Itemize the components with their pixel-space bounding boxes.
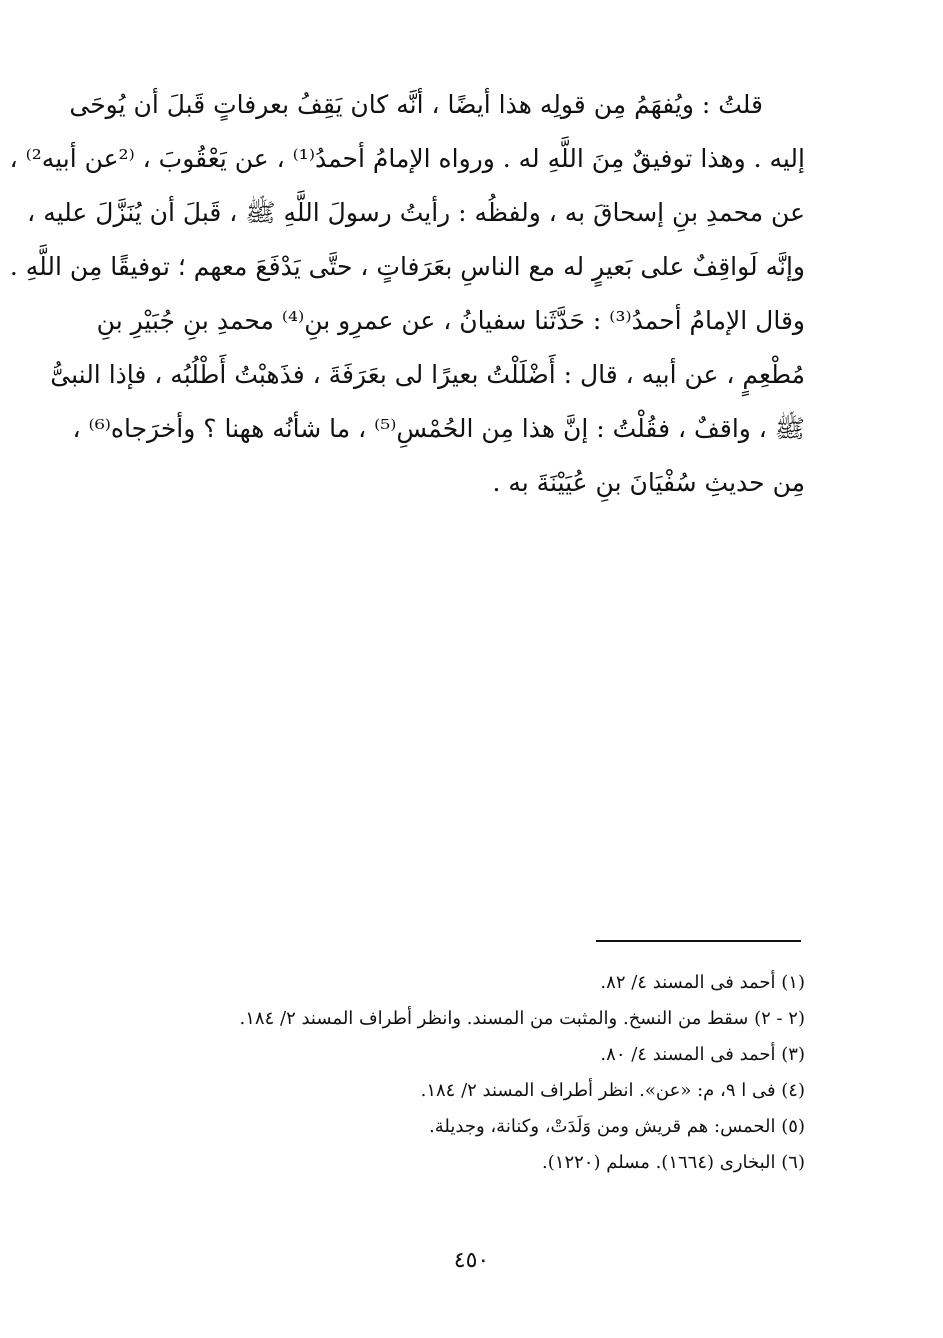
footnote-item: (٦) البخارى (١٦٦٤). مسلم (١٢٢٠). [542,1152,805,1173]
main-text-block [9,78,805,510]
footnote-divider [596,940,801,942]
footnote-item: (٣) أحمد فى المسند ٤/ ٨٠. [600,1044,805,1065]
text-line: ﷺ ، واقفٌ ، فقُلْتُ : إنَّ هذا مِن الحُمْسِ⁽⁵⁾ ، ما شأنُه ههنا ؟ وأخرَجاه⁽⁶⁾ ، [72,414,805,443]
footnote-item: (٥) الحمس: هم قريش ومن وَلَدَتْ، وكنانة، وجديلة. [429,1116,805,1137]
text-line: قلتُ : ويُفهَمُ مِن قولِه هذا أيضًا ، أنَّه كان يَقِفُ بعرفاتٍ قَبلَ أن يُوحَى [69,90,763,119]
text-line: عن محمدِ بنِ إسحاقَ به ، ولفظُه : رأيتُ رسولَ اللَّهِ ﷺ ، قَبلَ أن يُنَزَّلَ عليه ، [27,198,805,227]
text-line: مُطْعِمٍ ، عن أبيه ، قال : أَضْلَلْتُ بعيرًا لى بعَرَفَةَ ، فذَهبْتُ أَطْلُبُه ، فإذا النبىُّ [50,360,805,389]
text-line: مِن حديثِ سُفْيَانَ بنِ عُيَيْنَةَ به . [492,468,805,497]
footnote-item: (٢ - ٢) سقط من النسخ. والمثبت من المسند. وانظر أطراف المسند ٢/ ١٨٤. [239,1008,805,1029]
footnote-item: (٤) فى ا ٩، م: «عن». انظر أطراف المسند ٢/ ١٨٤. [420,1080,805,1101]
text-line: إليه . وهذا توفيقٌ مِنَ اللَّهِ له . ورواه الإمامُ أحمدُ⁽¹⁾ ، عن يَعْقُوبَ ، ⁽²عن أبيه²⁾ ، [9,144,805,173]
text-line: وقال الإمامُ أحمدُ⁽³⁾ : حَدَّثَنا سفيانُ ، عن عمرِو بنِ⁽⁴⁾ محمدِ بنِ جُبَيْرِ بنِ [96,306,805,335]
footnotes-block [105,965,805,1181]
footnote-item: (١) أحمد فى المسند ٤/ ٨٢. [600,972,805,993]
text-line: وإنَّه لَواقِفٌ على بَعيرٍ له مع الناسِ بعَرَفاتٍ ، حتَّى يَدْفَعَ معهم ؛ توفيقًا مِن اللَّهِ . [9,252,805,281]
page-number: ٤٥٠ [453,1248,490,1273]
